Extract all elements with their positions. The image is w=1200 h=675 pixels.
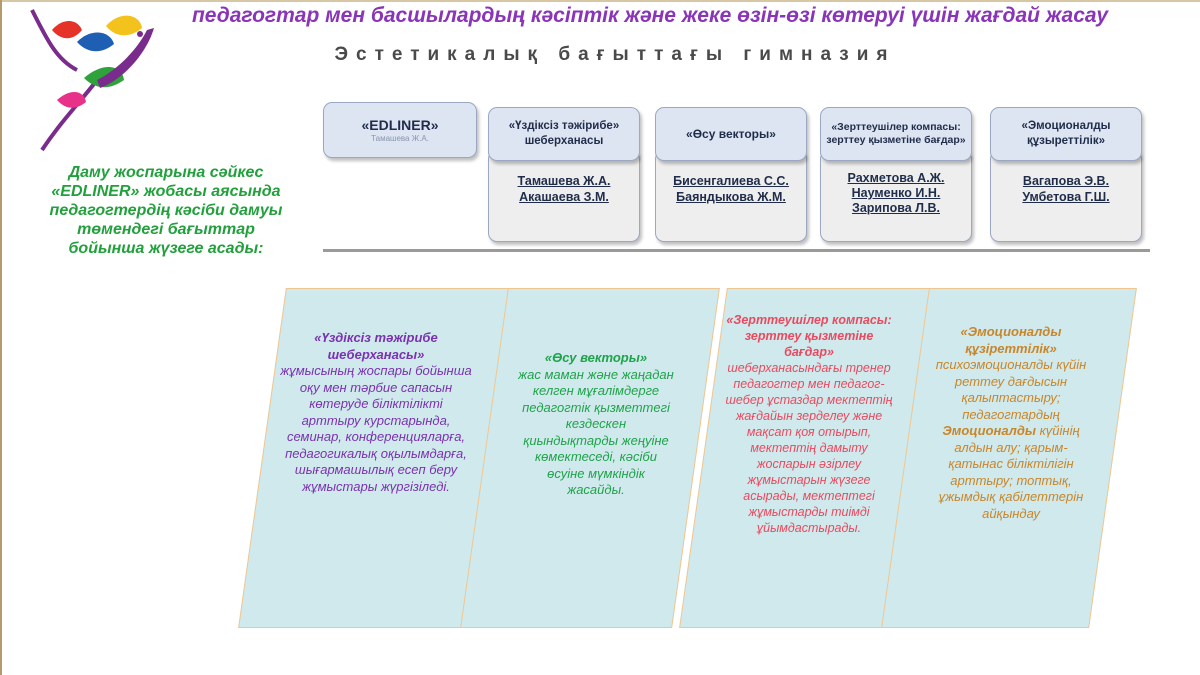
description-emphasis: Эмоционалды <box>942 423 1037 438</box>
group-title: «Өсу векторы» <box>686 127 776 141</box>
member-name: Тамашева Ж.А. <box>517 174 611 188</box>
group-title-card <box>990 107 1142 161</box>
project-lead: Тамашева Ж.А. <box>371 134 429 143</box>
group-title-card <box>488 107 640 161</box>
group-title: «Зерттеушілер компасы: зерттеу қызметіне бағдар» <box>826 121 966 146</box>
description-heading: «Эмоционалды құзіреттілік» <box>960 324 1062 356</box>
description-box <box>703 288 911 628</box>
description-heading: «Өсу векторы» <box>544 350 648 365</box>
description-body: күйінің алдын алу; қарым-қатынас біліктілігін арттыру; топтық, ұжымдық қабілеттерін айқындау <box>938 423 1084 521</box>
frame-left-line <box>0 0 2 675</box>
frame-top-line <box>0 0 1200 2</box>
member-name: Вагапова Э.В. <box>1022 174 1110 188</box>
group-members-card <box>990 150 1142 242</box>
description-box <box>262 288 490 628</box>
description-text <box>280 330 472 495</box>
dove-icon <box>22 0 162 160</box>
description-box <box>484 288 696 628</box>
description-box <box>905 288 1113 628</box>
group-title: «Эмоционалды құзыреттілік» <box>1021 120 1111 147</box>
description-text <box>518 350 674 499</box>
group-members-card <box>655 150 807 242</box>
description-text <box>935 324 1087 522</box>
description-heading: «Зерттеушілер компасы: зерттеу қызметіне бағдар» <box>726 313 892 359</box>
member-name: Баяндыкова Ж.М. <box>676 190 786 204</box>
member-name: Бисенгалиева С.С. <box>673 174 789 188</box>
group-title-card <box>655 107 807 161</box>
member-name: Науменко И.Н. <box>851 186 941 200</box>
group-title: «Үздіксіз тәжірибе» шеберханасы <box>508 120 620 147</box>
project-title: «EDLINER» <box>361 117 439 133</box>
group-members-card <box>820 150 972 242</box>
divider-line <box>323 249 1150 252</box>
description-text <box>725 312 893 536</box>
group-members-card <box>488 150 640 242</box>
project-card <box>323 102 477 158</box>
page-subtitle: Эстетикалық бағыттағы гимназия <box>334 44 896 65</box>
group-title-card <box>820 107 972 161</box>
description-body: жұмысының жоспары бойынша оқу мен тәрбие сапасын көтеруде біліктілікті арттыру курстарында, семинар, конференцияларға, педагогикалық оқылымдарға, шығармашылық есеп беру жұмыстары жүргізіледі. <box>280 363 472 494</box>
description-body: шеберханасындағы тренер педагогтер мен педагог-шебер ұстаздар мектептің жағдайын зерделеу және мақсат қоя отырып, мектептің дамыту жоспарын әзірлеу жұмыстарын жүзеге асырады, мектептегі жұмыстарды тиімді ұйымдастырады. <box>725 361 893 535</box>
intro-text: Даму жоспарына сәйкес «EDLINER» жобасы аясында педагогтердің кәсіби дамуы төмендегі бағыттар бойынша жүзеге асады: <box>49 164 283 257</box>
description-heading: «Үздіксіз тәжірибе шеберханасы» <box>314 330 438 362</box>
header-title: педагогтар мен басшылардың кәсіптік және жеке өзін-өзі көтеруі үшін жағдай жасау <box>191 4 1109 27</box>
description-body: жас маман және жаңадан келген мұғалімдерге педагогтік қызметтегі кездескен қиындықтарды жеңуіне көмектеседі, кәсіби өсуіне мүмкіндік жасайды. <box>518 366 674 497</box>
member-name: Акашаева З.М. <box>519 190 609 204</box>
member-name: Зарипова Л.В. <box>852 201 940 215</box>
member-name: Умбетова Г.Ш. <box>1022 190 1110 204</box>
member-name: Рахметова А.Ж. <box>847 171 945 185</box>
description-body: психоэмоционалды күйін реттеу дағдысын қалыптастыру; педагогтардың <box>935 357 1087 422</box>
